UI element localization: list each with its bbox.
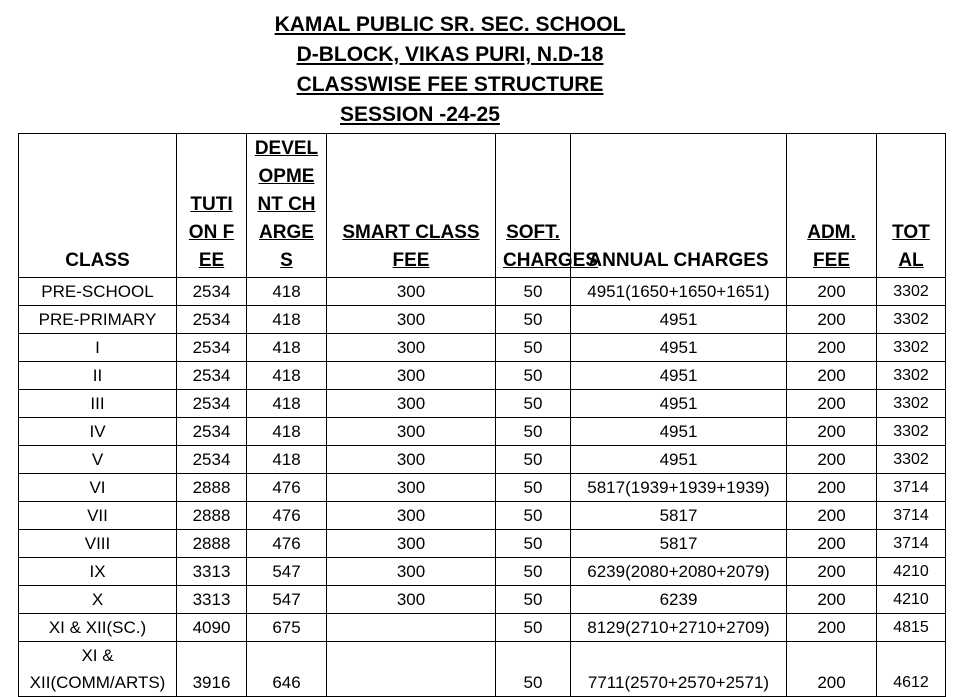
cell-class: X: [19, 586, 177, 614]
cell-development: 418: [247, 446, 327, 474]
cell-smart-class: 300: [327, 362, 496, 390]
cell-annual: 5817: [571, 502, 787, 530]
cell-annual: 4951: [571, 390, 787, 418]
cell-admission: 200: [787, 530, 877, 558]
cell-annual: 5817: [571, 530, 787, 558]
cell-tuition: 4090: [177, 614, 247, 642]
cell-class: XI & XII(SC.): [19, 614, 177, 642]
cell-total: 3302: [877, 362, 946, 390]
cell-class: VII: [19, 502, 177, 530]
cell-annual: 6239: [571, 586, 787, 614]
cell-total: 3714: [877, 502, 946, 530]
cell-development: 476: [247, 502, 327, 530]
cell-admission: 200: [787, 334, 877, 362]
fee-table: [18, 133, 946, 697]
school-address: D-BLOCK, VIKAS PURI, N.D-18: [296, 43, 604, 66]
cell-smart-class: 300: [327, 502, 496, 530]
table-row: [19, 446, 946, 474]
cell-software: 50: [496, 306, 571, 334]
cell-development: 418: [247, 278, 327, 306]
cell-class: II: [19, 362, 177, 390]
cell-class: VI: [19, 474, 177, 502]
cell-annual: 4951: [571, 306, 787, 334]
column-header-annual-charges: ANNUAL CHARGES: [571, 134, 787, 278]
table-row: [19, 586, 946, 614]
cell-development: 675: [247, 614, 327, 642]
cell-annual: 6239(2080+2080+2079): [571, 558, 787, 586]
cell-admission: 200: [787, 278, 877, 306]
table-row: [19, 306, 946, 334]
cell-annual: 4951: [571, 362, 787, 390]
cell-software: 50: [496, 362, 571, 390]
cell-development: 646: [247, 642, 327, 697]
cell-total: 3714: [877, 530, 946, 558]
table-row: [19, 642, 946, 697]
cell-annual: 7711(2570+2570+2571): [571, 642, 787, 697]
cell-software: 50: [496, 390, 571, 418]
cell-class: III: [19, 390, 177, 418]
cell-total: 3302: [877, 390, 946, 418]
cell-development: 547: [247, 558, 327, 586]
cell-admission: 200: [787, 446, 877, 474]
cell-software: 50: [496, 530, 571, 558]
cell-class: IX: [19, 558, 177, 586]
cell-software: 50: [496, 446, 571, 474]
session-label: SESSION -24-25: [340, 103, 500, 126]
cell-tuition: 2888: [177, 474, 247, 502]
cell-development: 418: [247, 362, 327, 390]
cell-development: 476: [247, 530, 327, 558]
cell-class: VIII: [19, 530, 177, 558]
cell-software: 50: [496, 558, 571, 586]
cell-development: 547: [247, 586, 327, 614]
table-row: [19, 390, 946, 418]
cell-admission: 200: [787, 418, 877, 446]
column-header-development-charges: DEVELOPMENT CHARGES: [247, 134, 327, 278]
document-title: CLASSWISE FEE STRUCTURE: [296, 73, 604, 96]
cell-admission: 200: [787, 502, 877, 530]
cell-total: 3302: [877, 306, 946, 334]
cell-tuition: 2534: [177, 418, 247, 446]
cell-tuition: 2534: [177, 362, 247, 390]
cell-software: 50: [496, 474, 571, 502]
cell-smart-class: 300: [327, 474, 496, 502]
cell-total: 3302: [877, 278, 946, 306]
cell-software: 50: [496, 642, 571, 697]
column-header-tuition-fee: TUTION FEE: [177, 134, 247, 278]
cell-smart-class: 300: [327, 558, 496, 586]
cell-admission: 200: [787, 474, 877, 502]
cell-total: 3302: [877, 334, 946, 362]
cell-annual: 8129(2710+2710+2709): [571, 614, 787, 642]
cell-smart-class: 300: [327, 446, 496, 474]
cell-annual: 4951: [571, 334, 787, 362]
cell-development: 418: [247, 334, 327, 362]
cell-smart-class: 300: [327, 306, 496, 334]
cell-development: 418: [247, 306, 327, 334]
cell-tuition: 3313: [177, 558, 247, 586]
cell-tuition: 2534: [177, 334, 247, 362]
cell-total: 4815: [877, 614, 946, 642]
cell-admission: 200: [787, 586, 877, 614]
cell-tuition: 2534: [177, 446, 247, 474]
cell-class: XI & XII(COMM/ARTS): [19, 642, 177, 697]
column-header-admission-fee: ADM. FEE: [787, 134, 877, 278]
table-row: [19, 418, 946, 446]
school-name: KAMAL PUBLIC SR. SEC. SCHOOL: [274, 13, 626, 36]
cell-software: 50: [496, 278, 571, 306]
cell-smart-class: 300: [327, 334, 496, 362]
cell-smart-class: 300: [327, 530, 496, 558]
cell-smart-class: [327, 614, 496, 642]
cell-class: PRE-SCHOOL: [19, 278, 177, 306]
cell-admission: 200: [787, 642, 877, 697]
cell-class: PRE-PRIMARY: [19, 306, 177, 334]
cell-total: 4210: [877, 586, 946, 614]
cell-smart-class: [327, 642, 496, 697]
cell-tuition: 2888: [177, 530, 247, 558]
cell-admission: 200: [787, 558, 877, 586]
cell-smart-class: 300: [327, 418, 496, 446]
table-row: [19, 362, 946, 390]
cell-admission: 200: [787, 306, 877, 334]
table-row: [19, 474, 946, 502]
cell-annual: 4951(1650+1650+1651): [571, 278, 787, 306]
cell-development: 418: [247, 390, 327, 418]
cell-software: 50: [496, 418, 571, 446]
table-row: [19, 530, 946, 558]
cell-tuition: 2888: [177, 502, 247, 530]
cell-software: 50: [496, 502, 571, 530]
cell-tuition: 2534: [177, 278, 247, 306]
table-row: [19, 558, 946, 586]
cell-software: 50: [496, 334, 571, 362]
cell-software: 50: [496, 614, 571, 642]
cell-class: IV: [19, 418, 177, 446]
cell-annual: 5817(1939+1939+1939): [571, 474, 787, 502]
cell-class: I: [19, 334, 177, 362]
cell-software: 50: [496, 586, 571, 614]
table-row: [19, 614, 946, 642]
cell-development: 476: [247, 474, 327, 502]
table-row: [19, 278, 946, 306]
cell-admission: 200: [787, 614, 877, 642]
table-row: [19, 334, 946, 362]
cell-class: V: [19, 446, 177, 474]
cell-smart-class: 300: [327, 390, 496, 418]
cell-smart-class: 300: [327, 278, 496, 306]
cell-annual: 4951: [571, 446, 787, 474]
cell-tuition: 3916: [177, 642, 247, 697]
cell-smart-class: 300: [327, 586, 496, 614]
cell-total: 3714: [877, 474, 946, 502]
column-header-class: CLASS: [19, 134, 177, 278]
cell-total: 4612: [877, 642, 946, 697]
cell-total: 3302: [877, 418, 946, 446]
cell-tuition: 2534: [177, 390, 247, 418]
cell-admission: 200: [787, 362, 877, 390]
cell-admission: 200: [787, 390, 877, 418]
table-row: [19, 502, 946, 530]
cell-tuition: 2534: [177, 306, 247, 334]
column-header-software-charges: SOFT. CHARGES: [496, 134, 571, 278]
cell-total: 4210: [877, 558, 946, 586]
cell-development: 418: [247, 418, 327, 446]
column-header-smart-class-fee: SMART CLASS FEE: [327, 134, 496, 278]
cell-tuition: 3313: [177, 586, 247, 614]
column-header-total: TOTAL: [877, 134, 946, 278]
cell-total: 3302: [877, 446, 946, 474]
cell-annual: 4951: [571, 418, 787, 446]
